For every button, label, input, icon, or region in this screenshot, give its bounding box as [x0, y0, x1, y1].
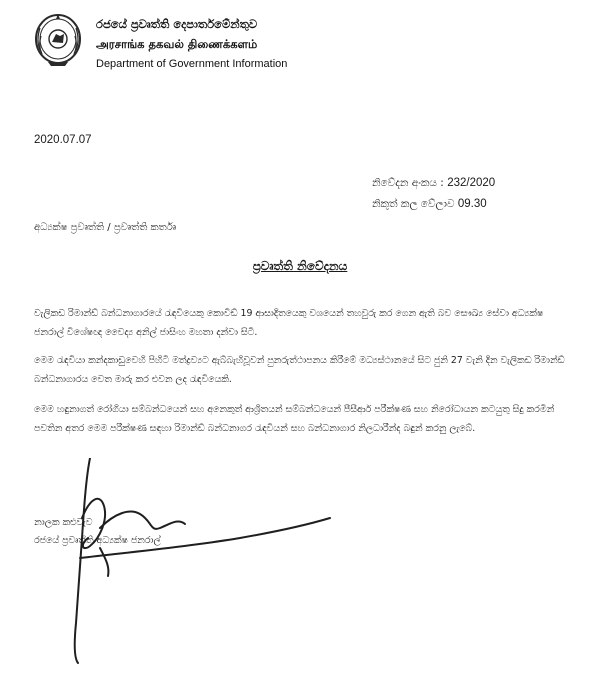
release-number-label: නිවේදන අංකය :	[372, 177, 444, 189]
document-title-text: ප්‍රවෘත්ති නිවේදනය	[252, 259, 348, 273]
org-name-tamil: அரசாங்க தகவல் திணைக்களம்	[96, 37, 258, 51]
release-time-line	[372, 198, 487, 211]
release-number-value: 232/2020	[447, 177, 496, 189]
release-time-value: 09.30	[457, 198, 487, 210]
org-name-english: Department of Government Information	[96, 58, 288, 70]
release-time-label: නිකුත් කල වේලාව	[372, 198, 455, 210]
recipient-line: අධ්‍යක්ෂ ප්‍රවෘත්ති / ප්‍රවෘත්ති කර්තෘ	[34, 222, 177, 233]
signatory-designation: රජයේ ප්‍රවෘත්ති අධ්‍යක්ෂ ජනරාල්	[34, 535, 161, 546]
body-paragraph-1: වැලිකඩ රිමාන්ඩ් බන්ධනාගාරයේ රැඳවියෙකු කොවිඩ් 19 ආසාදිතයෙකු වශයෙන් තහවුරු කර ගෙන ඇති බව සෞඛ්‍ය සේවා අධ්‍යක්ෂ ජනරාල් විශේෂඥ වෛද්‍ය අනිල් ජාසිංහ මහතා දන්වා සිටී.	[34, 308, 544, 338]
signatory-name: නාලක කළුවැව	[34, 517, 93, 528]
release-date: 2020.07.07	[34, 134, 92, 146]
org-name-sinhala: රජයේ ප්‍රවෘත්ති දෙපාර්තමේන්තුව	[96, 17, 258, 31]
handwritten-signature	[60, 458, 340, 668]
sri-lanka-emblem-icon	[32, 10, 84, 68]
body-paragraph-3: මෙම හඳුනාගත් රෝගියා සම්බන්ධයෙන් සහ අනෙකුත් ආශ්‍රිතයන් සම්බන්ධයෙන් පීසීආර් පරීක්ෂණ සහ නිරෝධායන කටයුතු සිදු කරමින් පවතින අතර මෙම පරීක්ෂණ සඳහා රිමාන්ඩ් බන්ධනාගර රැඳවියන් සහ බන්ධනාගාර නිලධාරීන්ද බඳුන් කරනු ලැබේ.	[34, 404, 555, 434]
body-paragraph-2: මෙම රැඳවියා කන්දකාඩුවෙහි පිහිටි මත්ද්‍රව්‍යට ඇබ්බැහිවූවන් පුනරුත්ථාපනය කිරීමේ මධ්‍යස්ථානයේ සිට ජුනි 27 වැනි දින වැලිකඩ රිමාන්ඩ් බන්ධනාගාරය වෙත මාරු කර එවන ලද රැඳවියෙකි.	[34, 355, 565, 385]
document-title	[0, 259, 600, 274]
release-number-line	[372, 177, 495, 190]
